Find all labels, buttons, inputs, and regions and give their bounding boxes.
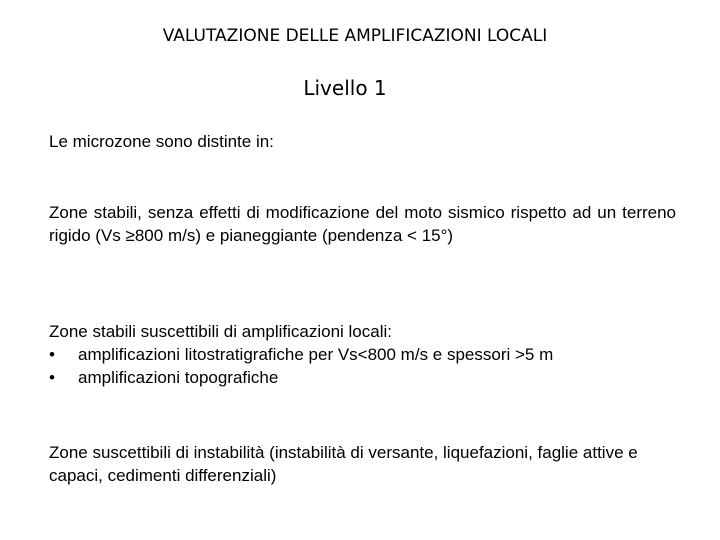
slide-title: VALUTAZIONE DELLE AMPLIFICAZIONI LOCALI xyxy=(162,26,548,46)
stable-zones-paragraph: Zone stabili, senza effetti di modificazione del moto sismico rispetto ad un terreno rigido (Vs ≥800 m/s) e pianeggiante (pendenza < 15°) xyxy=(49,203,676,245)
intro-text: Le microzone sono distinte in: xyxy=(49,132,274,151)
bullet-icon: • xyxy=(49,368,55,387)
slide-subtitle: Livello 1 xyxy=(303,76,387,100)
amplification-zones-heading: Zone stabili suscettibili di amplificazioni locali: xyxy=(49,322,392,341)
list-item-text: amplificazioni topografiche xyxy=(78,368,279,387)
bullet-icon: • xyxy=(49,345,55,364)
instability-zones-paragraph: Zone suscettibili di instabilità (instabilità di versante, liquefazioni, faglie attive e capaci, cedimenti differenziali) xyxy=(49,443,638,485)
list-item-text: amplificazioni litostratigrafiche per Vs<800 m/s e spessori >5 m xyxy=(78,345,554,364)
amplification-list xyxy=(49,343,676,389)
list-item xyxy=(49,343,676,366)
amplification-zones-section xyxy=(49,320,676,389)
list-item xyxy=(49,366,676,389)
